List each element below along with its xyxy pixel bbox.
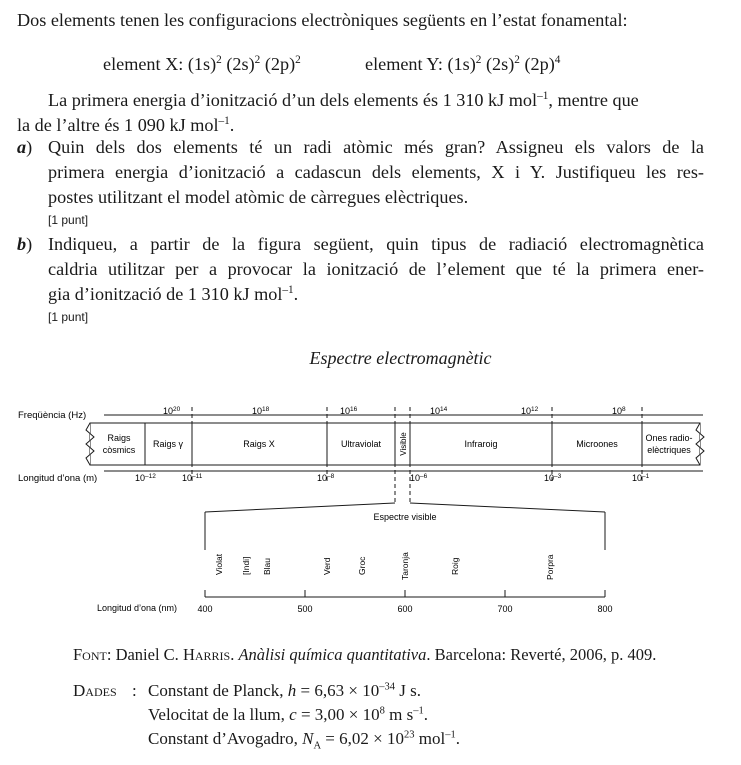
nm-axis-label: Longitud d’ona (nm) (97, 603, 178, 613)
question-a-line-2: primera energia d’ionització a cadascun dels elements, X i Y. Justifiqueu les res- (48, 162, 704, 182)
nm-tick-label: 800 (597, 604, 613, 614)
wavelength-tick: $10^{-3}$ (544, 473, 562, 483)
color-label-blau: Blau (262, 557, 272, 575)
freq-tick: $10^{12}$ (521, 406, 539, 416)
data-avogadro: Constant d’Avogadro, $N_A = 6,02 \times 10^{23}$ mol$^{-1}$. (148, 729, 460, 752)
band-label-visible: Visible (399, 432, 408, 456)
question-a-line-3: postes utilitzant el model atòmic de càrregues elèctriques. (48, 187, 469, 207)
band-label-infrared: Infraroig (464, 439, 498, 449)
question-b-points: [1 punt] (48, 310, 89, 324)
color-label-porpra: Porpra (545, 554, 555, 580)
config-x-value: $(1s)^2$ $(2s)^2$ $(2p)^2$ (187, 53, 301, 74)
band-label-radio: Ones radio- (645, 433, 693, 443)
freq-tick: $10^{18}$ (252, 406, 270, 416)
wavelength-tick: $10^{-12}$ (135, 473, 156, 483)
question-b-letter: b) (17, 234, 33, 254)
data-label: Dades (73, 681, 117, 700)
band-box-jagged-right (696, 423, 704, 465)
nm-tick-label: 600 (397, 604, 413, 614)
wavelength-tick: $10^{-1}$ (632, 473, 650, 483)
band-label-ultraviolet: Ultraviolat (340, 439, 382, 449)
config-x-label: element X: (103, 54, 184, 74)
question-b-line-1: Indiqueu, a partir de la figura següent, quin tipus de radiació electromagnètica (48, 234, 704, 254)
nm-tick-label: 500 (297, 604, 313, 614)
color-label-taronja: Taronja (400, 552, 410, 580)
freq-tick: $10^8$ (612, 406, 626, 416)
visible-spectrum-title: Espectre visible (373, 512, 437, 522)
question-b-line-2: caldria utilitzar per a provocar la ionització de l’element que té la primera ener- (48, 259, 704, 279)
color-label-violat: Violat (214, 553, 224, 575)
freq-axis-label: Freqüència (Hz) (18, 410, 87, 421)
question-b-line-3: gia d’ionització de 1 310 kJ mol$^{-1}$. (48, 283, 299, 304)
nm-tick-label: 400 (197, 604, 213, 614)
freq-tick: $10^{20}$ (163, 406, 181, 416)
source-label: Font (73, 645, 107, 664)
visible-expansion-line (410, 503, 605, 512)
energy-line-1: La primera energia d’ionització d’un dels elements és 1 310 kJ mol$^{-1}$, mentre que (48, 89, 639, 110)
question-a-line-1: Quin dels dos elements té un radi atòmic més gran? Assigneu els valors de la (48, 137, 704, 157)
wavelength-tick: $10^{-8}$ (317, 473, 335, 483)
band-label-gamma: Raigs γ (152, 439, 184, 449)
color-label-roig: Roig (450, 557, 460, 575)
source-citation: Font: Daniel C. Harris. Anàlisi química quantitativa. Barcelona: Reverté, 2006, p. 409. (73, 645, 657, 664)
band-label-xray: Raigs X (243, 439, 275, 449)
question-a-points: [1 punt] (48, 213, 89, 227)
color-label-verd: Verd (322, 557, 332, 575)
freq-tick: $10^{16}$ (340, 406, 358, 416)
band-label-radio: elèctriques (647, 445, 691, 455)
config-x (103, 52, 301, 77)
config-y-label: element Y: (365, 54, 443, 74)
config-y-value: $(1s)^2$ $(2s)^2$ $(2p)^4$ (447, 53, 561, 74)
band-label-cosmic: còsmics (102, 445, 136, 455)
config-y (365, 52, 560, 77)
wavelength-axis-label: Longitud d’ona (m) (18, 473, 98, 484)
nm-tick-label: 700 (497, 604, 513, 614)
data-light-speed: Velocitat de la llum, $c = 3,00 \times 10^8$ m $s^{-1}$. (148, 705, 429, 724)
wavelength-tick: $10^{-11}$ (182, 473, 203, 483)
band-label-microwave: Microones (576, 439, 618, 449)
question-a-letter: a) (17, 137, 33, 157)
color-label-indi: [Indi] (241, 556, 251, 575)
wavelength-tick: $10^{-6}$ (410, 473, 428, 483)
freq-tick: $10^{14}$ (430, 406, 448, 416)
band-label-cosmic: Raigs (107, 433, 131, 443)
figure-title: Espectre electromagnètic (309, 348, 492, 368)
intro-text: Dos elements tenen les configuracions electròniques següents en l’estat fonamental: (17, 10, 628, 30)
energy-line-2: la de l’altre és 1 090 kJ mol$^{-1}$. (17, 114, 235, 135)
visible-expansion-line (205, 503, 395, 512)
spectrum-diagram (0, 385, 741, 625)
color-label-groc: Groc (357, 556, 367, 575)
data-planck: Constant de Planck, $h = 6,63 \times 10^{-34}$ J s. (148, 681, 421, 700)
